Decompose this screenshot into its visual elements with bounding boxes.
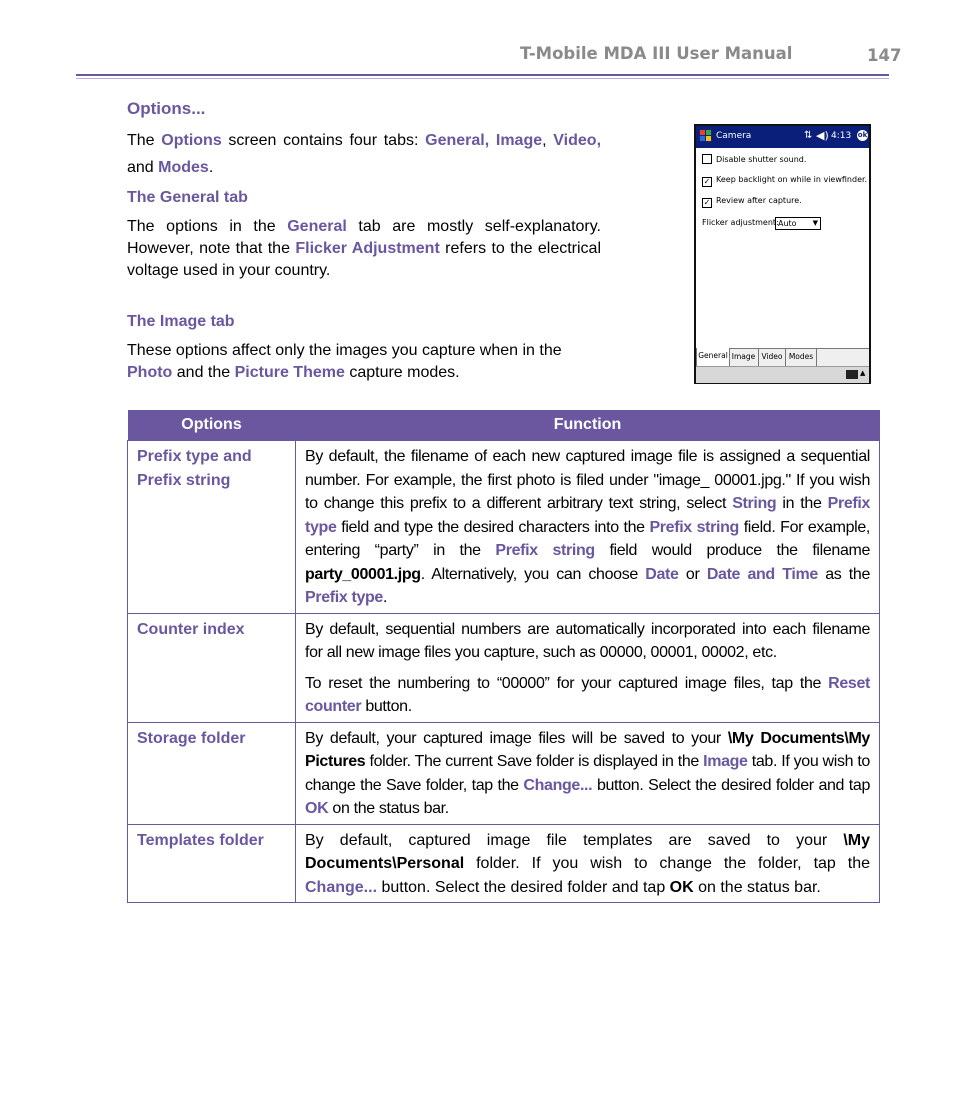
table-row xyxy=(128,824,880,903)
tab-modes[interactable]: Modes xyxy=(786,349,817,366)
input-menu-arrow-icon[interactable]: ▲ xyxy=(860,369,866,377)
page-number: 147 xyxy=(867,46,902,65)
device-title-bar xyxy=(696,126,869,148)
image-tab-heading: The Image tab xyxy=(127,313,235,330)
tab-general[interactable]: General xyxy=(696,348,730,366)
dropdown-arrow-icon: ▼ xyxy=(812,219,818,227)
function-column-header: Function xyxy=(296,410,880,441)
header-rule-thin xyxy=(76,78,889,79)
running-header-title: T-Mobile MDA III User Manual xyxy=(520,44,793,63)
option-function: By default, the filename of each new captured image file is assigned a sequential number. For example, the first photo is filed under "image_ 00001.jpg." If you wish to change this prefix to a different arbitrary text string, select String in the Prefix type field and type the desired characters into the Prefix string field. For example, entering “party” in the Prefix string field would produce the filename party_00001.jpg. Alternatively, you can choose Date or Date and Time as the Prefix type. xyxy=(296,441,880,614)
section-title: Options... xyxy=(127,99,206,118)
intro-paragraph: The Options screen contains four tabs: General, Image, Video, and Modes. xyxy=(127,132,602,176)
option-name: Counter index xyxy=(128,613,296,722)
checkbox-checked-icon[interactable]: ✓ xyxy=(703,198,711,207)
option-function: By default, captured image file templates are saved to your \My Documents\Personal folder. If you wish to change the folder, tap the Change... button. Select the desired folder and tap OK on the status bar. xyxy=(296,824,880,903)
options-table xyxy=(127,410,880,903)
device-screenshot xyxy=(694,124,871,384)
flicker-adjustment-select[interactable]: Auto ▼ xyxy=(775,217,821,230)
general-tab-heading: The General tab xyxy=(127,189,248,206)
checkbox-checked-icon[interactable]: ✓ xyxy=(703,177,711,186)
option-name: Prefix type and Prefix string xyxy=(128,441,296,614)
table-row xyxy=(128,722,880,824)
image-tab-paragraph: These options affect only the images you capture when in the Photo and the Picture Theme capture modes. xyxy=(127,342,562,381)
device-app-title: Camera xyxy=(716,131,752,141)
device-command-bar xyxy=(696,366,869,383)
header-rule xyxy=(76,74,889,76)
option-function: By default, sequential numbers are automatically incorporated into each filename for all new image files you capture, such as 00000, 00001, 00002, etc. To reset the numbering to “00000” for your captured image files, tap the Reset counter button. xyxy=(296,613,880,722)
tab-image[interactable]: Image xyxy=(729,349,759,366)
option-name: Templates folder xyxy=(128,824,296,903)
review-after-capture-option[interactable]: ✓ Review after capture. xyxy=(703,196,802,207)
windows-start-icon xyxy=(699,129,712,142)
flicker-adjustment-label: Flicker adjustment: xyxy=(702,218,779,227)
table-row xyxy=(128,613,880,722)
options-column-header: Options xyxy=(128,410,296,441)
device-clock: 4:13 xyxy=(831,131,852,141)
general-tab-paragraph: The options in the General tab are mostly self-explanatory. However, note that the Flicker Adjustment refers to the electrical voltage used in your country. xyxy=(127,218,602,279)
checkbox-icon[interactable] xyxy=(702,154,712,164)
volume-icon: ◀) xyxy=(816,129,829,142)
table-row xyxy=(128,441,880,614)
disable-shutter-sound-option[interactable]: Disable shutter sound. xyxy=(702,154,806,164)
table-header-row xyxy=(128,410,880,441)
connectivity-icon: ⇅ xyxy=(804,130,813,141)
option-name: Storage folder xyxy=(128,722,296,824)
keep-backlight-option[interactable]: ✓ Keep backlight on while in viewfinder. xyxy=(703,175,868,186)
option-function: By default, your captured image files will be saved to your \My Documents\My Pictures folder. The current Save folder is displayed in the Image tab. If you wish to change the Save folder, tap the Change... button. Select the desired folder and tap OK on the status bar. xyxy=(296,722,880,824)
tab-video[interactable]: Video xyxy=(759,349,786,366)
keyboard-icon[interactable] xyxy=(846,370,858,379)
device-tab-strip xyxy=(696,348,869,367)
ok-button[interactable]: ok xyxy=(857,131,868,139)
